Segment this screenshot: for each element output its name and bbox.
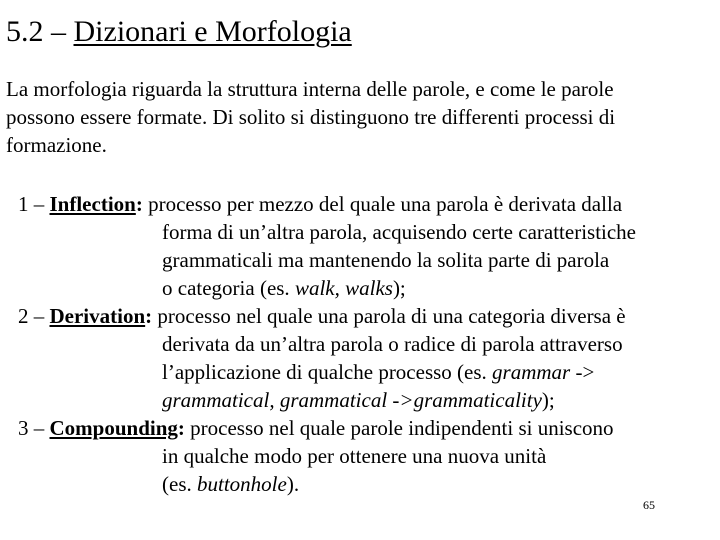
- example-text: grammaticality: [413, 388, 542, 412]
- term-colon: :: [177, 416, 185, 440]
- arrow-text: ->: [387, 388, 414, 412]
- definition-line: [18, 386, 718, 414]
- example-text: grammatical, grammatical: [162, 388, 388, 412]
- definition-text: l’applicazione di qualche processo (es.: [162, 360, 493, 384]
- process-list: [18, 190, 718, 498]
- list-item-compounding: [18, 414, 718, 498]
- definition-text: );: [392, 276, 406, 300]
- definition-text: o categoria (es.: [162, 276, 295, 300]
- list-item-derivation: [18, 302, 718, 414]
- item-number: 3 –: [18, 416, 50, 440]
- list-item-first-line: [18, 302, 718, 330]
- list-item-first-line: [18, 414, 718, 442]
- definition-line: [18, 470, 718, 498]
- term-compounding: Compounding: [49, 416, 178, 440]
- intro-paragraph: [6, 75, 718, 159]
- term-inflection: Inflection: [49, 192, 136, 216]
- page-number: 65: [643, 498, 655, 512]
- intro-line: formazione.: [6, 133, 107, 157]
- item-number: 2 –: [18, 304, 50, 328]
- definition-text: ).: [286, 472, 300, 496]
- intro-line: La morfologia riguarda la struttura interna delle parole, e come le parole: [6, 77, 614, 101]
- section-number: 5.2 –: [6, 15, 74, 48]
- term-colon: :: [135, 192, 143, 216]
- example-text: walk, walks: [294, 276, 393, 300]
- list-item-inflection: [18, 190, 718, 302]
- example-text: buttonhole: [197, 472, 287, 496]
- intro-line: possono essere formate. Di solito si distinguono tre differenti processi di: [6, 105, 616, 129]
- definition-line: [18, 274, 718, 302]
- slide-title: [6, 14, 352, 50]
- definition-line: grammaticali ma mantenendo la solita parte di parola: [162, 248, 610, 272]
- definition-text: ->: [570, 360, 595, 384]
- title-text: Dizionari e Morfologia: [73, 15, 352, 48]
- term-derivation: Derivation: [49, 304, 146, 328]
- definition-text: processo nel quale parole indipendenti si uniscono: [184, 416, 614, 440]
- definition-line: [18, 358, 718, 386]
- definition-text: (es.: [162, 472, 197, 496]
- definition-text: processo nel quale una parola di una categoria diversa è: [152, 304, 626, 328]
- definition-line: derivata da un’altra parola o radice di parola attraverso: [162, 332, 623, 356]
- definition-text: );: [541, 388, 555, 412]
- term-colon: :: [145, 304, 153, 328]
- list-item-first-line: [18, 190, 718, 218]
- definition-text: processo per mezzo del quale una parola è derivata dalla: [142, 192, 623, 216]
- definition-line: forma di un’altra parola, acquisendo certe caratteristiche: [162, 220, 637, 244]
- example-text: grammar: [492, 360, 571, 384]
- item-number: 1 –: [18, 192, 50, 216]
- definition-line: in qualche modo per ottenere una nuova unità: [162, 444, 547, 468]
